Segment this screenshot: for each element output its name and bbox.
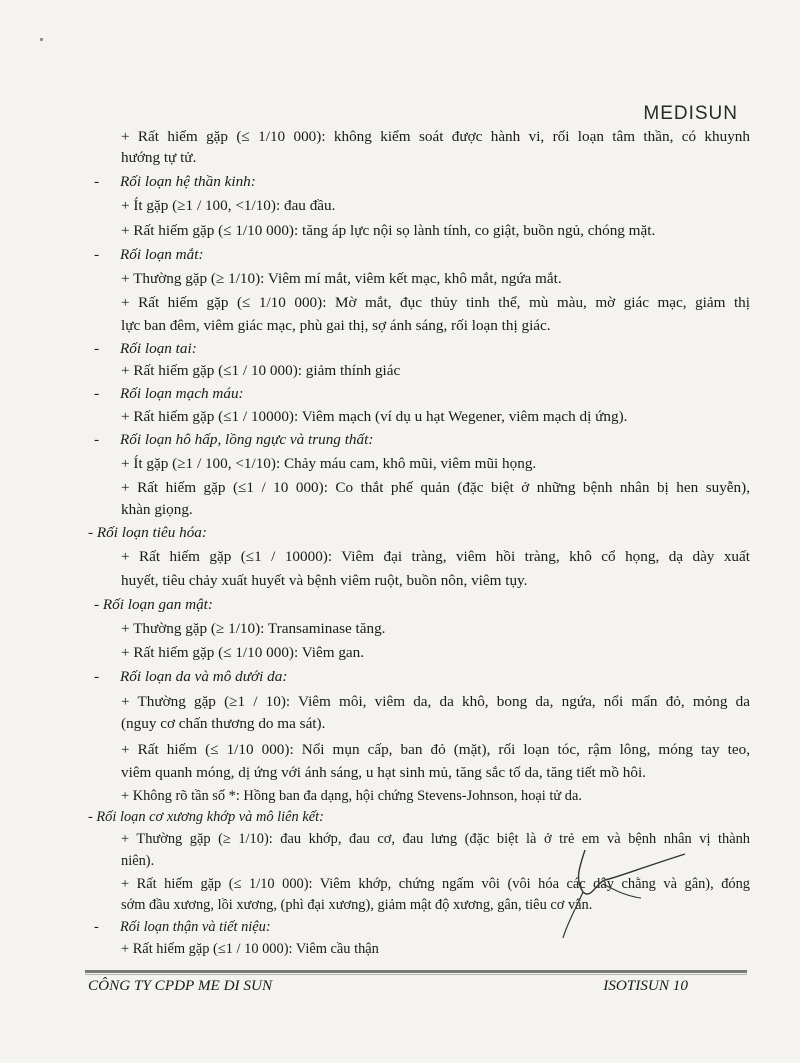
text-line: + Rất hiếm gặp (≤ 1/10 000): không kiểm soát được hành vi, rối loạn tâm thần, có khuynh	[121, 128, 750, 145]
scan-speck	[40, 38, 43, 41]
text-line: + Rất hiếm gặp (≤1 / 10 000): Co thắt phế quản (đặc biệt ở những bệnh nhân bị hen suyễn),	[121, 479, 750, 496]
footer-product: ISOTISUN 10	[603, 977, 688, 994]
section-heading	[94, 667, 287, 687]
bullet-dash: -	[94, 173, 100, 190]
text-line: + Thường gặp (≥ 1/10): Viêm mí mắt, viêm kết mạc, khô mắt, ngứa mắt.	[121, 270, 562, 287]
footer-rule-thin	[85, 974, 747, 975]
bullet-dash: -	[94, 668, 100, 685]
footer-rule	[85, 970, 747, 973]
text-line: + Rất hiếm gặp (≤ 1/10 000): Viêm khớp, chứng ngấm vôi (vôi hóa các dây chằng và gân), đóng	[121, 876, 750, 892]
signature-mark	[545, 840, 705, 940]
heading-text: Rối loạn hệ thần kinh:	[120, 173, 256, 190]
text-line: + Rất hiếm gặp (≤ 1/10 000): Mờ mắt, đục thủy tinh thể, mù màu, mờ giác mạc, giảm thị	[121, 294, 750, 311]
text-line: (nguy cơ chấn thương do ma sát).	[121, 715, 326, 732]
text-line: khàn giọng.	[121, 501, 193, 518]
text-line: + Rất hiếm gặp (≤1 / 10 000): giảm thính giác	[121, 362, 401, 379]
section-heading	[94, 384, 244, 404]
section-heading	[94, 339, 197, 359]
text-line: + Không rõ tần số *: Hồng ban đa dạng, hội chứng Stevens-Johnson, hoại tử da.	[121, 788, 582, 804]
text-line: sớm đầu xương, lồi xương, (phì đại xương), giảm mật độ xương, gân, tiêu cơ vân.	[121, 897, 593, 913]
section-heading: - Rối loạn cơ xương khớp và mô liên kết:	[88, 809, 324, 825]
heading-text: Rối loạn thận và tiết niệu:	[120, 919, 271, 935]
bullet-dash: -	[94, 919, 99, 935]
bullet-dash: -	[94, 340, 100, 357]
text-line: viêm quanh móng, dị ứng với ánh sáng, u hạt sinh mủ, tăng sắc tố da, tăng tiết mồ hôi.	[121, 764, 646, 781]
text-line: + Rất hiếm (≤ 1/10 000): Nổi mụn cấp, ban đỏ (mặt), rối loạn tóc, rậm lông, móng tay teo,	[121, 741, 750, 758]
heading-text: Rối loạn mắt:	[120, 246, 204, 263]
text-line: + Thường gặp (≥ 1/10): Transaminase tăng.	[121, 620, 386, 637]
text-line: + Rất hiếm gặp (≤1 / 10000): Viêm đại tràng, viêm hồi tràng, khô cổ họng, dạ dày xuất	[121, 548, 750, 565]
section-heading: - Rối loạn gan mật:	[94, 596, 213, 613]
text-line: huyết, tiêu chảy xuất huyết và bệnh viêm ruột, buồn nôn, viêm tụy.	[121, 572, 528, 589]
bullet-dash: -	[94, 431, 100, 448]
text-line: + Ít gặp (≥1 / 100, <1/10): Chảy máu cam, khô mũi, viêm mũi họng.	[121, 455, 537, 472]
section-heading	[94, 172, 256, 192]
section-heading	[94, 245, 204, 265]
text-line: + Rất hiếm gặp (≤ 1/10 000): tăng áp lực nội sọ lành tính, co giật, buồn ngủ, chóng mặt.	[121, 222, 656, 239]
section-heading	[94, 917, 271, 937]
text-line: + Rất hiếm gặp (≤1 / 10000): Viêm mạch (ví dụ u hạt Wegener, viêm mạch dị ứng).	[121, 408, 628, 425]
bullet-dash: -	[94, 385, 100, 402]
brand-logo: MEDISUN	[643, 103, 738, 124]
heading-text: Rối loạn hô hấp, lồng ngực và trung thất:	[120, 431, 374, 448]
section-heading	[94, 430, 373, 450]
heading-text: Rối loạn tai:	[120, 340, 197, 357]
text-line: + Rất hiếm gặp (≤ 1/10 000): Viêm gan.	[121, 644, 365, 661]
text-line: niên).	[121, 853, 155, 869]
text-line: lực ban đêm, viêm giác mạc, phù gai thị, sợ ánh sáng, rối loạn thị giác.	[121, 317, 551, 334]
text-line: + Ít gặp (≥1 / 100, <1/10): đau đầu.	[121, 197, 336, 214]
heading-text: Rối loạn mạch máu:	[120, 385, 244, 402]
text-line: hướng tự tử.	[121, 149, 197, 166]
text-line: + Thường gặp (≥ 1/10): đau khớp, đau cơ, đau lưng (đặc biệt là ở trẻ em và bệnh nhân vị thành	[121, 831, 750, 847]
section-heading: - Rối loạn tiêu hóa:	[88, 524, 207, 541]
text-line: + Rất hiếm gặp (≤1 / 10 000): Viêm cầu thận	[121, 941, 379, 957]
bullet-dash: -	[94, 246, 100, 263]
footer-company: CÔNG TY CPDP ME DI SUN	[88, 977, 273, 994]
heading-text: Rối loạn da và mô dưới da:	[120, 668, 288, 685]
text-line: + Thường gặp (≥1 / 10): Viêm môi, viêm da, da khô, bong da, ngứa, nổi mẩn đỏ, mỏng da	[121, 693, 750, 710]
